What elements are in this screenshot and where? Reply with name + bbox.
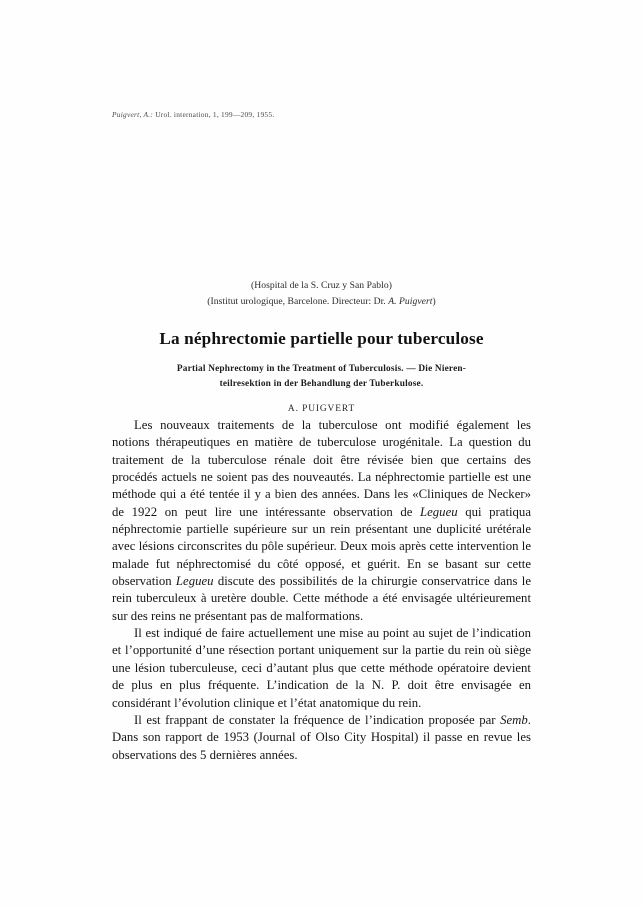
article-subtitle-line-1: Partial Nephrectomy in the Treatment of Tuberculosis. — Die Nieren- bbox=[176, 364, 467, 374]
affiliation-institute-prefix: (Institut urologique, Barcelone. Directeur: Dr. bbox=[207, 295, 389, 307]
article-subtitle-line-2: teilresektion in der Behandlung der Tuberkulose. bbox=[219, 378, 424, 389]
article-body bbox=[112, 417, 531, 764]
paragraph-1-part-1: Les nouveaux traitements de la tuberculose ont modifié également les notions thérapeutiques en matière de tuberculose urogénitale. La question du traitement de la tuberculose rénale doit être révisée bien que certains des procédés actuels ne soient pas des nouveautés. La néphrectomie partielle est une méthode qui a été tentée il y a bien des années. Dans les «Cliniques de Necker» de 1922 on peut lire une intéressante observation de bbox=[112, 418, 531, 519]
paragraph-3-part-1: Il est frappant de constater la fréquence de l’indication proposée par bbox=[134, 712, 501, 727]
article-masthead bbox=[0, 278, 643, 414]
body-paragraph-3 bbox=[112, 712, 531, 764]
affiliation-director-name: A. Puigvert bbox=[388, 295, 433, 307]
body-paragraph-2: Il est indiqué de faire actuellement une mise au point au sujet de l’indication et l’opportunité d’une résection portant uniquement sur la partie du rein où siège une lésion tuberculeuse, ceci d’autant plus que cette méthode opératoire devient de plus en plus fréquente. L’indication de la N. P. doit être envisagée en considérant l’évolution clinique et l’état anatomique du rein. bbox=[112, 626, 531, 710]
affiliation-hospital: (Hospital de la S. Cruz y San Pablo) bbox=[251, 280, 392, 291]
paragraph-1-part-3: discute des possibilités de la chirurgie conservatrice dans le rein tuberculeux à uretère double. Cette méthode a été envisagée ultérieurement sur des reins ne présentant pas de malformations. bbox=[112, 574, 531, 623]
running-head bbox=[112, 110, 274, 119]
citation-semb: Semb bbox=[500, 712, 528, 727]
running-head-author: Puigvert, A.: bbox=[112, 110, 154, 119]
paragraph-1-part-2: qui pratiqua néphrectomie partielle supérieure sur un rein présentant une duplicité urétérale avec lésions circonscrites du pôle supérieur. Deux mois après cette intervention le malade fut néphrectomisé du côté opposé, et guérit. En se basant sur cette observation bbox=[112, 504, 531, 589]
citation-legueu-1: Legueu bbox=[420, 504, 458, 519]
paragraph-3-part-2: . Dans son rapport de 1953 (Journal of Olso City Hospital) il passe en revue les observations des 5 dernières années. bbox=[112, 712, 531, 762]
body-paragraph-1 bbox=[112, 417, 531, 625]
affiliation-institute-suffix: ) bbox=[432, 295, 436, 307]
affiliation-institute bbox=[0, 294, 643, 310]
author-byline: A. PUIGVERT bbox=[287, 404, 356, 414]
article-subtitle bbox=[0, 362, 643, 391]
citation-legueu-2: Legueu bbox=[175, 574, 214, 589]
page-title: La néphrectomie partielle pour tuberculose bbox=[159, 329, 484, 348]
running-head-citation: Urol. internation, 1, 199—209, 1955. bbox=[153, 110, 275, 119]
